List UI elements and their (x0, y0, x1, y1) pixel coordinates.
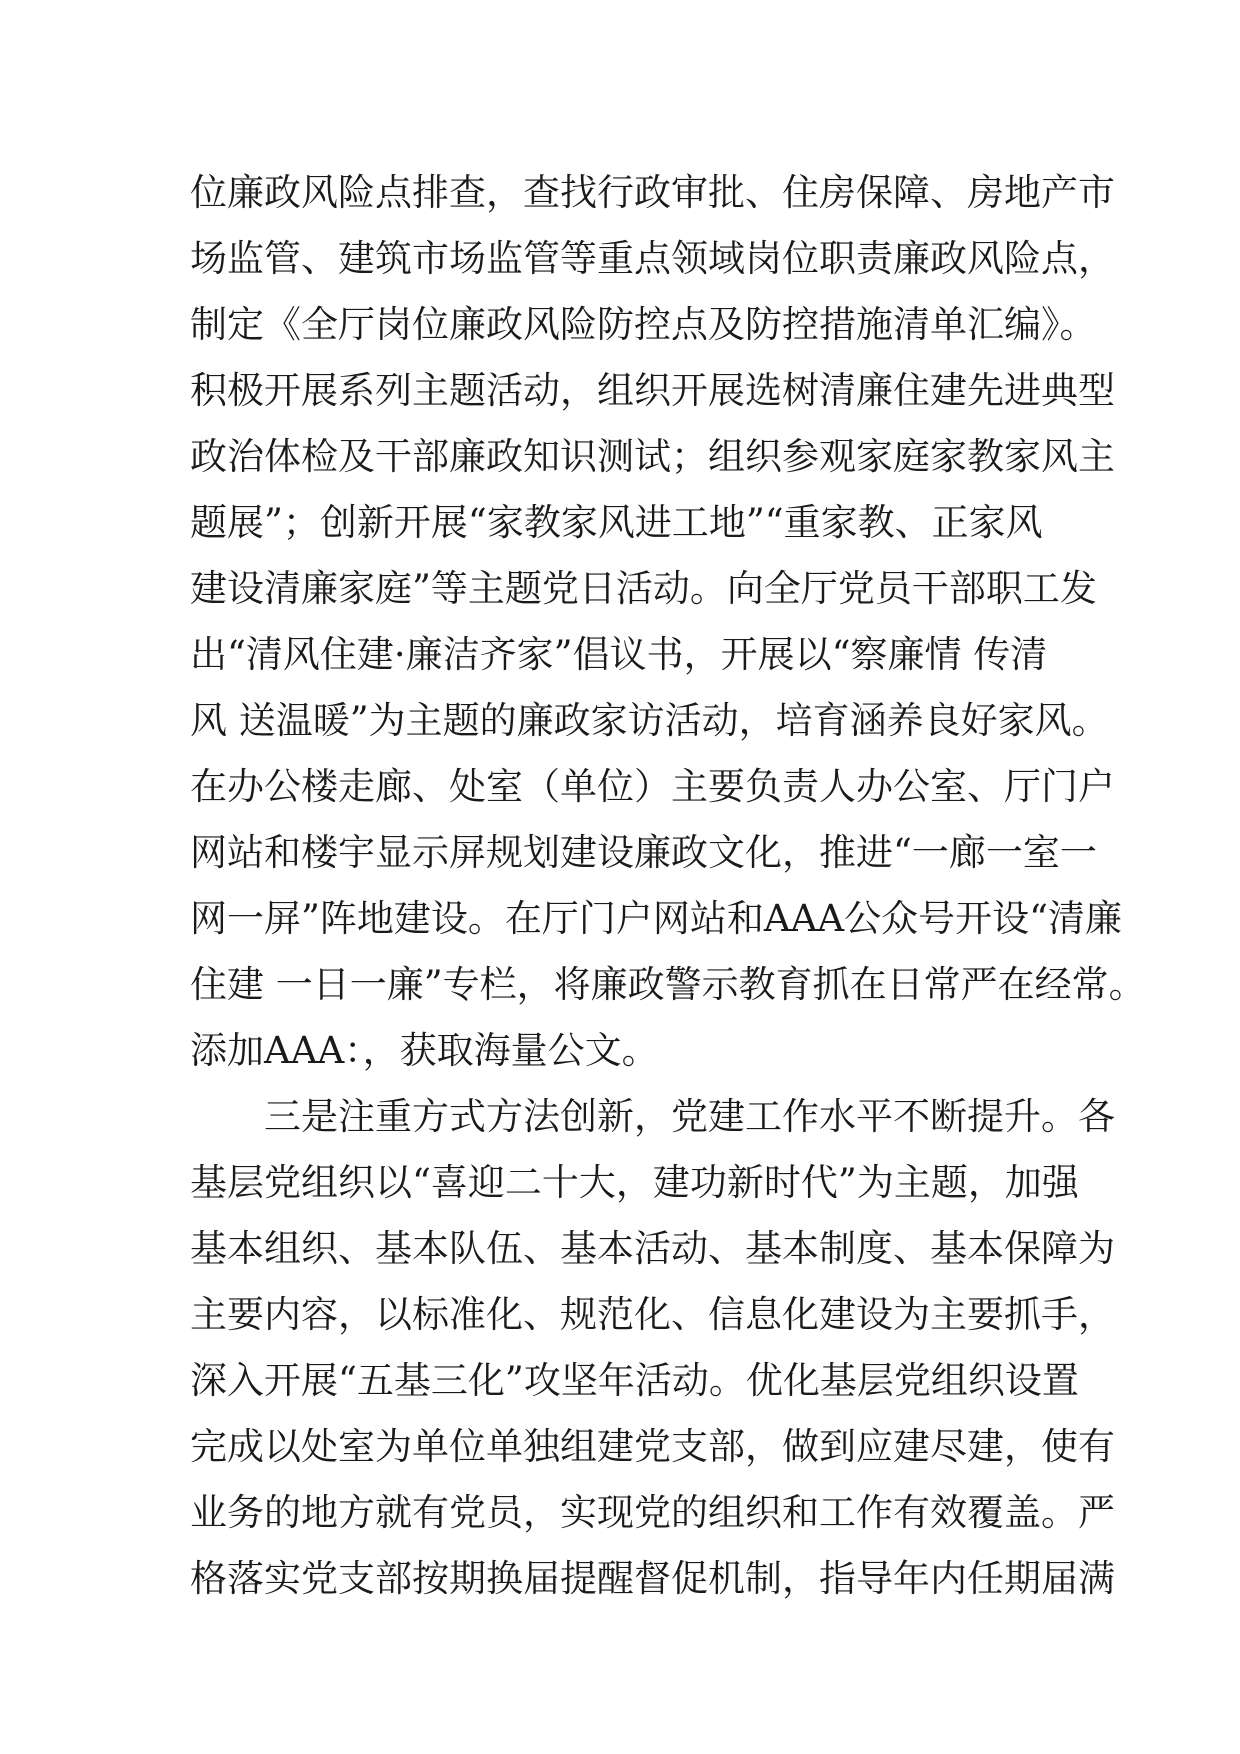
text-line: 完成以处室为单位单独组建党支部，做到应建尽建，使有 (190, 1425, 1115, 1468)
text-line: 业务的地方就有党员，实现党的组织和工作有效覆盖。严 (190, 1491, 1115, 1534)
text-line: 网一屏”阵地建设。在厅门户网站和AAA公众号开设“清廉 (190, 897, 1122, 940)
text-line: 积极开展系列主题活动，组织开展选树清廉住建先进典型 (190, 369, 1115, 412)
text-line: 基本组织、基本队伍、基本活动、基本制度、基本保障为 (190, 1227, 1115, 1270)
text-line: 场监管、建筑市场监管等重点领域岗位职责廉政风险点， (190, 237, 1115, 280)
text-line: 制定《全厅岗位廉政风险防控点及防控措施清单汇编》。 (190, 303, 1097, 346)
text-line: 基层党组织以“喜迎二十大，建功新时代”为主题，加强 (190, 1161, 1079, 1204)
text-line: 主要内容，以标准化、规范化、信息化建设为主要抓手， (190, 1293, 1115, 1336)
text-line: 位廉政风险点排查，查找行政审批、住房保障、房地产市 (190, 171, 1115, 214)
text-line: 题展”；创新开展“家教家风进工地”“重家教、正家风 (190, 501, 1043, 544)
text-line: 在办公楼走廊、处室（单位）主要负责人办公室、厅门户 (190, 765, 1115, 808)
text-line: 住建 一日一廉”专栏，将廉政警示教育抓在日常严在经常。 (190, 963, 1146, 1006)
text-line: 添加AAA：，获取海量公文。 (190, 1029, 659, 1072)
text-line: 深入开展“五基三化”攻坚年活动。优化基层党组织设置 (190, 1359, 1079, 1402)
paragraph-1 (190, 160, 1146, 1084)
text-line: 格落实党支部按期换届提醒督促机制，指导年内任期届满 (190, 1557, 1115, 1600)
text-line: 风 送温暖”为主题的廉政家访活动，培育涵养良好家风。 (190, 699, 1109, 742)
text-line: 网站和楼宇显示屏规划建设廉政文化，推进“一廊一室一 (190, 831, 1097, 874)
text-line: 建设清廉家庭”等主题党日活动。向全厅党员干部职工发 (190, 567, 1097, 610)
text-line: 出“清风住建·廉洁齐家”倡议书，开展以“察廉情 传清 (190, 633, 1048, 676)
paragraph-2 (190, 1084, 1115, 1612)
text-line: 三是注重方式方法创新，党建工作水平不断提升。各 (190, 1095, 1115, 1138)
text-line: 政治体检及干部廉政知识测试；组织参观家庭家教家风主 (190, 435, 1115, 478)
